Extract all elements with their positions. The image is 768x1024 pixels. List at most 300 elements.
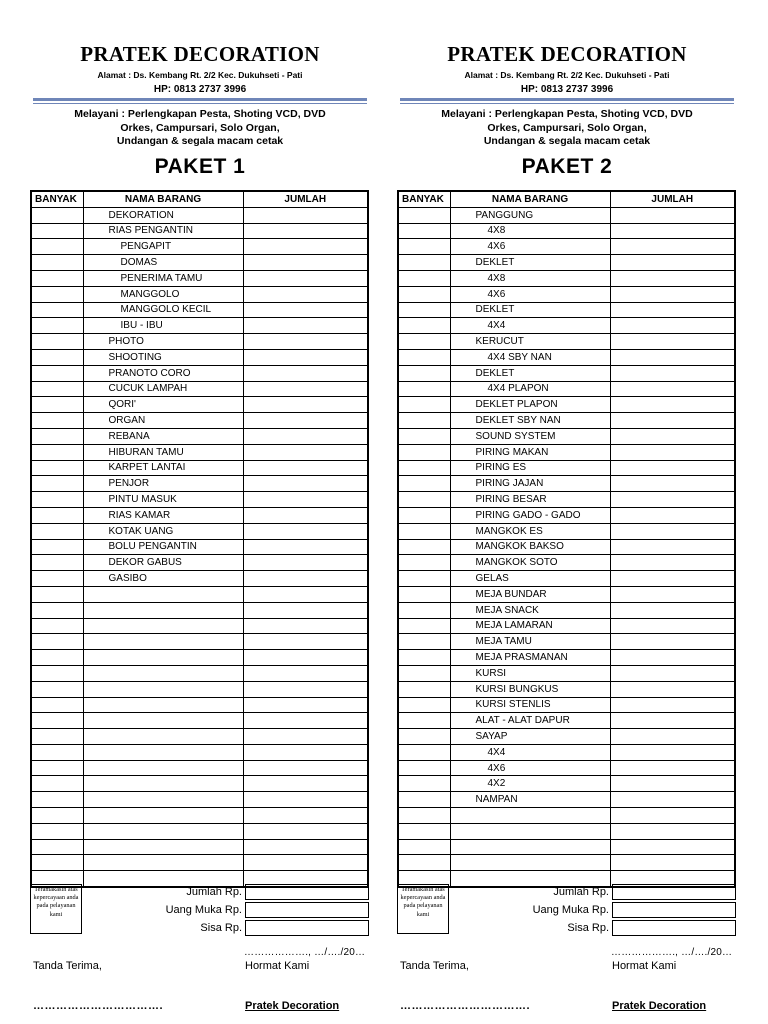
banyak-cell[interactable] xyxy=(31,507,83,523)
jumlah-cell[interactable] xyxy=(243,681,368,697)
item-name-cell xyxy=(450,871,610,887)
jumlah-cell[interactable] xyxy=(610,444,735,460)
table-row xyxy=(398,823,735,839)
banyak-cell[interactable] xyxy=(398,507,450,523)
jumlah-cell[interactable] xyxy=(243,523,368,539)
uang-muka-field[interactable] xyxy=(245,902,369,918)
banyak-cell[interactable] xyxy=(31,492,83,508)
jumlah-cell[interactable] xyxy=(610,571,735,587)
jumlah-cell[interactable] xyxy=(243,823,368,839)
banyak-cell[interactable] xyxy=(398,586,450,602)
jumlah-cell[interactable] xyxy=(243,270,368,286)
banyak-cell[interactable] xyxy=(398,602,450,618)
item-name-cell: DEKLET xyxy=(450,255,610,271)
banyak-cell[interactable] xyxy=(398,571,450,587)
jumlah-cell[interactable] xyxy=(610,413,735,429)
item-name-cell xyxy=(83,650,243,666)
table-row xyxy=(398,697,735,713)
table-row xyxy=(31,681,368,697)
banyak-cell[interactable] xyxy=(398,444,450,460)
table-row xyxy=(398,255,735,271)
banyak-cell[interactable] xyxy=(31,618,83,634)
banyak-cell[interactable] xyxy=(31,713,83,729)
banyak-cell[interactable] xyxy=(398,855,450,871)
banyak-cell[interactable] xyxy=(398,476,450,492)
jumlah-cell[interactable] xyxy=(243,713,368,729)
item-name-cell: PIRING GADO - GADO xyxy=(450,507,610,523)
item-name-cell xyxy=(83,729,243,745)
company-signature: Pratek Decoration xyxy=(245,1000,340,1012)
table-row xyxy=(31,507,368,523)
jumlah-cell[interactable] xyxy=(243,697,368,713)
banyak-cell[interactable] xyxy=(398,270,450,286)
item-name-cell: CUCUK LAMPAH xyxy=(83,381,243,397)
table-row xyxy=(31,444,368,460)
banyak-cell[interactable] xyxy=(31,650,83,666)
jumlah-cell[interactable] xyxy=(610,792,735,808)
banyak-cell[interactable] xyxy=(398,523,450,539)
item-name-cell: PENERIMA TAMU xyxy=(83,270,243,286)
jumlah-cell[interactable] xyxy=(243,744,368,760)
jumlah-cell[interactable] xyxy=(243,365,368,381)
jumlah-cell[interactable] xyxy=(610,555,735,571)
jumlah-cell[interactable] xyxy=(610,318,735,334)
banyak-cell[interactable] xyxy=(398,681,450,697)
order-form-paket-1 xyxy=(30,0,400,1024)
jumlah-cell[interactable] xyxy=(243,349,368,365)
table-row xyxy=(398,713,735,729)
header-jumlah: JUMLAH xyxy=(243,191,368,207)
banyak-cell[interactable] xyxy=(31,397,83,413)
banyak-cell[interactable] xyxy=(398,729,450,745)
jumlah-cell[interactable] xyxy=(243,397,368,413)
jumlah-cell[interactable] xyxy=(610,492,735,508)
table-row xyxy=(31,397,368,413)
table-row xyxy=(31,286,368,302)
item-name-cell: KURSI STENLIS xyxy=(450,697,610,713)
sisa-field[interactable] xyxy=(612,920,736,936)
banyak-cell[interactable] xyxy=(31,365,83,381)
jumlah-cell[interactable] xyxy=(610,239,735,255)
item-name-cell: 4X2 xyxy=(450,776,610,792)
banyak-cell[interactable] xyxy=(31,460,83,476)
item-name-cell xyxy=(83,681,243,697)
item-name-cell: PENGAPIT xyxy=(83,239,243,255)
banyak-cell[interactable] xyxy=(31,349,83,365)
banyak-cell[interactable] xyxy=(398,744,450,760)
jumlah-cell[interactable] xyxy=(243,571,368,587)
banyak-cell[interactable] xyxy=(31,760,83,776)
jumlah-cell[interactable] xyxy=(610,634,735,650)
table-row xyxy=(398,681,735,697)
banyak-cell[interactable] xyxy=(31,697,83,713)
header-rule-thick xyxy=(33,98,367,101)
banyak-cell[interactable] xyxy=(398,239,450,255)
table-row xyxy=(398,744,735,760)
services-line: Undangan & segala macam cetak xyxy=(483,135,651,147)
item-name-cell: DEKLET xyxy=(450,302,610,318)
banyak-cell[interactable] xyxy=(31,681,83,697)
jumlah-cell[interactable] xyxy=(610,713,735,729)
item-name-cell: PRANOTO CORO xyxy=(83,365,243,381)
banyak-cell[interactable] xyxy=(31,334,83,350)
jumlah-cell[interactable] xyxy=(610,539,735,555)
table-row xyxy=(31,492,368,508)
table-row xyxy=(398,760,735,776)
jumlah-cell[interactable] xyxy=(610,270,735,286)
banyak-cell[interactable] xyxy=(398,634,450,650)
jumlah-cell[interactable] xyxy=(610,381,735,397)
paket-title: PAKET 1 xyxy=(154,155,246,178)
jumlah-cell[interactable] xyxy=(243,760,368,776)
banyak-cell[interactable] xyxy=(398,713,450,729)
banyak-cell[interactable] xyxy=(31,586,83,602)
table-row xyxy=(31,270,368,286)
jumlah-cell[interactable] xyxy=(243,507,368,523)
banyak-cell[interactable] xyxy=(31,823,83,839)
uang-muka-field[interactable] xyxy=(612,902,736,918)
item-name-cell xyxy=(83,871,243,887)
jumlah-cell[interactable] xyxy=(243,776,368,792)
item-name-cell: MEJA TAMU xyxy=(450,634,610,650)
banyak-cell[interactable] xyxy=(398,839,450,855)
table-row xyxy=(31,207,368,223)
date-line: ………………., …/…./20… xyxy=(244,947,366,958)
banyak-cell[interactable] xyxy=(31,223,83,239)
item-name-cell: REBANA xyxy=(83,428,243,444)
jumlah-cell[interactable] xyxy=(243,381,368,397)
item-name-cell: 4X4 SBY NAN xyxy=(450,349,610,365)
table-row xyxy=(398,365,735,381)
item-name-cell: KARPET LANTAI xyxy=(83,460,243,476)
jumlah-cell[interactable] xyxy=(243,855,368,871)
item-name-cell: DEKORATION xyxy=(83,207,243,223)
company-phone: HP: 0813 2737 3996 xyxy=(153,84,247,95)
item-name-cell: BOLU PENGANTIN xyxy=(83,539,243,555)
jumlah-cell[interactable] xyxy=(610,523,735,539)
table-row xyxy=(398,650,735,666)
item-name-cell xyxy=(83,697,243,713)
table-row xyxy=(31,318,368,334)
jumlah-cell[interactable] xyxy=(243,255,368,271)
table-row xyxy=(31,413,368,429)
banyak-cell[interactable] xyxy=(31,428,83,444)
table-row xyxy=(31,239,368,255)
jumlah-cell[interactable] xyxy=(243,539,368,555)
banyak-cell[interactable] xyxy=(398,492,450,508)
jumlah-cell[interactable] xyxy=(243,492,368,508)
table-row xyxy=(31,602,368,618)
item-name-cell: 4X4 PLAPON xyxy=(450,381,610,397)
jumlah-cell[interactable] xyxy=(243,334,368,350)
jumlah-cell[interactable] xyxy=(610,460,735,476)
jumlah-cell[interactable] xyxy=(610,602,735,618)
table-row xyxy=(398,855,735,871)
sisa-field[interactable] xyxy=(245,920,369,936)
banyak-cell[interactable] xyxy=(398,223,450,239)
item-name-cell: KERUCUT xyxy=(450,334,610,350)
jumlah-cell[interactable] xyxy=(243,586,368,602)
table-row xyxy=(31,634,368,650)
jumlah-cell[interactable] xyxy=(610,839,735,855)
item-name-cell xyxy=(83,792,243,808)
banyak-cell[interactable] xyxy=(31,444,83,460)
banyak-cell[interactable] xyxy=(398,776,450,792)
banyak-cell[interactable] xyxy=(31,855,83,871)
table-row xyxy=(31,650,368,666)
banyak-cell[interactable] xyxy=(398,428,450,444)
table-row xyxy=(398,381,735,397)
banyak-cell[interactable] xyxy=(31,792,83,808)
item-name-cell: SOUND SYSTEM xyxy=(450,428,610,444)
company-name: PRATEK DECORATION xyxy=(80,42,320,66)
receiver-signature-line: ……………………………. xyxy=(33,1000,164,1012)
jumlah-cell[interactable] xyxy=(610,760,735,776)
item-name-cell xyxy=(450,823,610,839)
regards-label: Hormat Kami xyxy=(612,960,677,972)
jumlah-cell[interactable] xyxy=(610,349,735,365)
jumlah-cell[interactable] xyxy=(243,634,368,650)
table-row xyxy=(398,839,735,855)
banyak-cell[interactable] xyxy=(398,255,450,271)
banyak-cell[interactable] xyxy=(398,555,450,571)
table-row xyxy=(398,808,735,824)
table-row xyxy=(398,286,735,302)
banyak-cell[interactable] xyxy=(31,413,83,429)
paket-title: PAKET 2 xyxy=(521,155,613,178)
table-row xyxy=(398,792,735,808)
jumlah-cell[interactable] xyxy=(243,792,368,808)
jumlah-cell[interactable] xyxy=(243,618,368,634)
banyak-cell[interactable] xyxy=(31,555,83,571)
item-name-cell: HIBURAN TAMU xyxy=(83,444,243,460)
banyak-cell[interactable] xyxy=(31,571,83,587)
jumlah-cell[interactable] xyxy=(243,318,368,334)
banyak-cell[interactable] xyxy=(31,539,83,555)
jumlah-label: Jumlah Rp. xyxy=(186,886,242,898)
sisa-label: Sisa Rp. xyxy=(567,922,609,934)
item-name-cell: MEJA PRASMANAN xyxy=(450,650,610,666)
banyak-cell[interactable] xyxy=(398,650,450,666)
jumlah-cell[interactable] xyxy=(243,223,368,239)
table-row xyxy=(398,665,735,681)
jumlah-cell[interactable] xyxy=(243,729,368,745)
jumlah-cell[interactable] xyxy=(243,302,368,318)
table-row xyxy=(31,334,368,350)
uang-muka-label: Uang Muka Rp. xyxy=(165,904,242,916)
banyak-cell[interactable] xyxy=(398,349,450,365)
table-header-row xyxy=(398,191,735,207)
banyak-cell[interactable] xyxy=(31,381,83,397)
banyak-cell[interactable] xyxy=(31,729,83,745)
company-signature: Pratek Decoration xyxy=(612,1000,707,1012)
sisa-label: Sisa Rp. xyxy=(200,922,242,934)
jumlah-cell[interactable] xyxy=(610,334,735,350)
table-row xyxy=(398,571,735,587)
date-line: ………………., …/…./20… xyxy=(611,947,733,958)
banyak-cell[interactable] xyxy=(31,744,83,760)
jumlah-cell[interactable] xyxy=(610,207,735,223)
banyak-cell[interactable] xyxy=(31,286,83,302)
jumlah-cell[interactable] xyxy=(610,681,735,697)
jumlah-cell[interactable] xyxy=(243,602,368,618)
item-name-cell: ORGAN xyxy=(83,413,243,429)
table-row xyxy=(31,744,368,760)
jumlah-cell[interactable] xyxy=(243,665,368,681)
banyak-cell[interactable] xyxy=(398,792,450,808)
item-name-cell xyxy=(83,839,243,855)
banyak-cell[interactable] xyxy=(398,413,450,429)
banyak-cell[interactable] xyxy=(31,634,83,650)
banyak-cell[interactable] xyxy=(31,808,83,824)
jumlah-cell[interactable] xyxy=(243,460,368,476)
item-name-cell xyxy=(450,839,610,855)
item-name-cell xyxy=(83,760,243,776)
company-phone: HP: 0813 2737 3996 xyxy=(520,84,614,95)
item-name-cell: MANGKOK ES xyxy=(450,523,610,539)
jumlah-cell[interactable] xyxy=(243,286,368,302)
table-row xyxy=(398,397,735,413)
jumlah-cell[interactable] xyxy=(243,808,368,824)
jumlah-cell[interactable] xyxy=(243,650,368,666)
item-name-cell: RIAS PENGANTIN xyxy=(83,223,243,239)
banyak-cell[interactable] xyxy=(398,460,450,476)
jumlah-cell[interactable] xyxy=(610,808,735,824)
table-row xyxy=(398,302,735,318)
jumlah-field[interactable] xyxy=(612,884,736,900)
services-line: Undangan & segala macam cetak xyxy=(116,135,284,147)
banyak-cell[interactable] xyxy=(398,286,450,302)
jumlah-cell[interactable] xyxy=(610,650,735,666)
header-rule-thin xyxy=(33,103,367,104)
jumlah-cell[interactable] xyxy=(243,428,368,444)
banyak-cell[interactable] xyxy=(398,808,450,824)
jumlah-cell[interactable] xyxy=(610,255,735,271)
jumlah-cell[interactable] xyxy=(243,207,368,223)
table-row xyxy=(31,808,368,824)
thanks-note: Teramakasih atas kepercayaan anda pada pelayanan kami xyxy=(30,884,82,934)
banyak-cell[interactable] xyxy=(398,302,450,318)
banyak-cell[interactable] xyxy=(31,239,83,255)
services-line: Orkes, Campursari, Solo Organ, xyxy=(487,121,647,134)
jumlah-cell[interactable] xyxy=(243,555,368,571)
table-row xyxy=(31,618,368,634)
banyak-cell[interactable] xyxy=(398,618,450,634)
banyak-cell[interactable] xyxy=(398,334,450,350)
jumlah-cell[interactable] xyxy=(243,413,368,429)
jumlah-cell[interactable] xyxy=(610,618,735,634)
jumlah-cell[interactable] xyxy=(610,507,735,523)
item-name-cell: 4X8 xyxy=(450,223,610,239)
banyak-cell[interactable] xyxy=(31,523,83,539)
jumlah-cell[interactable] xyxy=(610,302,735,318)
jumlah-cell[interactable] xyxy=(610,823,735,839)
banyak-cell[interactable] xyxy=(398,381,450,397)
banyak-cell[interactable] xyxy=(31,318,83,334)
table-row xyxy=(398,318,735,334)
banyak-cell[interactable] xyxy=(398,207,450,223)
items-table xyxy=(397,190,736,888)
jumlah-cell[interactable] xyxy=(610,476,735,492)
jumlah-cell[interactable] xyxy=(610,365,735,381)
banyak-cell[interactable] xyxy=(398,539,450,555)
jumlah-cell[interactable] xyxy=(610,776,735,792)
banyak-cell[interactable] xyxy=(31,839,83,855)
thanks-note: Teramakasih atas kepercayaan anda pada pelayanan kami xyxy=(397,884,449,934)
item-name-cell xyxy=(83,808,243,824)
banyak-cell[interactable] xyxy=(31,302,83,318)
table-row xyxy=(398,523,735,539)
table-row xyxy=(398,555,735,571)
jumlah-cell[interactable] xyxy=(610,223,735,239)
jumlah-cell[interactable] xyxy=(243,476,368,492)
jumlah-cell[interactable] xyxy=(243,444,368,460)
table-row xyxy=(31,776,368,792)
jumlah-cell[interactable] xyxy=(610,397,735,413)
item-name-cell: RIAS KAMAR xyxy=(83,507,243,523)
banyak-cell[interactable] xyxy=(31,207,83,223)
banyak-cell[interactable] xyxy=(31,776,83,792)
table-row xyxy=(31,476,368,492)
table-row xyxy=(31,255,368,271)
banyak-cell[interactable] xyxy=(31,255,83,271)
services-line: Melayani : Perlengkapan Pesta, Shoting VCD, DVD xyxy=(441,108,693,120)
banyak-cell[interactable] xyxy=(398,665,450,681)
banyak-cell[interactable] xyxy=(398,318,450,334)
table-row xyxy=(398,428,735,444)
item-name-cell xyxy=(83,602,243,618)
item-name-cell: PANGGUNG xyxy=(450,207,610,223)
jumlah-cell[interactable] xyxy=(610,286,735,302)
banyak-cell[interactable] xyxy=(31,476,83,492)
banyak-cell[interactable] xyxy=(398,823,450,839)
jumlah-cell[interactable] xyxy=(610,665,735,681)
banyak-cell[interactable] xyxy=(398,365,450,381)
table-row xyxy=(31,823,368,839)
table-row xyxy=(31,729,368,745)
receipt-label: Tanda Terima, xyxy=(400,960,469,972)
banyak-cell[interactable] xyxy=(31,665,83,681)
banyak-cell[interactable] xyxy=(31,602,83,618)
item-name-cell: NAMPAN xyxy=(450,792,610,808)
banyak-cell[interactable] xyxy=(31,270,83,286)
item-name-cell: PHOTO xyxy=(83,334,243,350)
table-row xyxy=(31,839,368,855)
banyak-cell[interactable] xyxy=(398,397,450,413)
company-address: Alamat : Ds. Kembang Rt. 2/2 Kec. Dukuhseti - Pati xyxy=(97,70,303,80)
jumlah-cell[interactable] xyxy=(610,855,735,871)
jumlah-cell[interactable] xyxy=(610,697,735,713)
order-form-paket-2 xyxy=(397,0,767,1024)
banyak-cell[interactable] xyxy=(398,697,450,713)
item-name-cell: PIRING BESAR xyxy=(450,492,610,508)
jumlah-cell[interactable] xyxy=(610,428,735,444)
table-row xyxy=(398,586,735,602)
jumlah-cell[interactable] xyxy=(243,239,368,255)
item-name-cell: MEJA LAMARAN xyxy=(450,618,610,634)
services-line: Melayani : Perlengkapan Pesta, Shoting VCD, DVD xyxy=(74,108,326,120)
jumlah-cell[interactable] xyxy=(610,744,735,760)
jumlah-cell[interactable] xyxy=(610,586,735,602)
jumlah-cell[interactable] xyxy=(243,839,368,855)
item-name-cell: MANGGOLO KECIL xyxy=(83,302,243,318)
banyak-cell[interactable] xyxy=(398,760,450,776)
jumlah-cell[interactable] xyxy=(610,729,735,745)
item-name-cell: 4X6 xyxy=(450,286,610,302)
table-row xyxy=(398,729,735,745)
jumlah-field[interactable] xyxy=(245,884,369,900)
item-name-cell: 4X6 xyxy=(450,239,610,255)
